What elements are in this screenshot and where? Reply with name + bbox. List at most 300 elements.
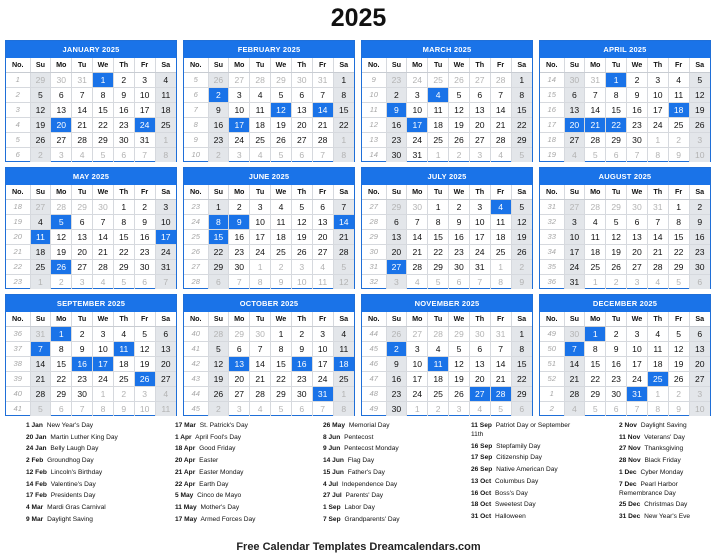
day-cell[interactable]: 28: [490, 133, 511, 148]
day-cell[interactable]: 28: [490, 387, 511, 402]
day-cell[interactable]: 3: [72, 275, 93, 290]
day-cell[interactable]: 7: [93, 215, 114, 230]
day-cell[interactable]: 13: [72, 230, 93, 245]
day-cell[interactable]: 11: [155, 402, 176, 417]
day-cell[interactable]: 20: [312, 230, 333, 245]
day-cell[interactable]: 4: [155, 73, 176, 88]
day-cell[interactable]: 9: [113, 88, 134, 103]
day-cell[interactable]: 9: [291, 342, 312, 357]
day-cell[interactable]: 14: [490, 103, 511, 118]
day-cell[interactable]: 28: [647, 260, 668, 275]
day-cell[interactable]: 27: [155, 372, 176, 387]
day-cell[interactable]: 3: [134, 387, 155, 402]
day-cell[interactable]: 18: [428, 372, 449, 387]
day-cell[interactable]: 29: [93, 133, 114, 148]
day-cell[interactable]: 2: [208, 402, 229, 417]
day-cell[interactable]: 9: [72, 342, 93, 357]
day-cell[interactable]: 7: [312, 88, 333, 103]
day-cell[interactable]: 15: [93, 103, 114, 118]
day-cell[interactable]: 14: [564, 357, 585, 372]
day-cell[interactable]: 31: [407, 148, 428, 163]
day-cell[interactable]: 19: [291, 230, 312, 245]
day-cell[interactable]: 12: [51, 230, 72, 245]
day-cell[interactable]: 7: [72, 88, 93, 103]
day-cell[interactable]: 31: [469, 260, 490, 275]
day-cell[interactable]: 5: [585, 402, 606, 417]
day-cell[interactable]: 19: [606, 245, 627, 260]
day-cell[interactable]: 5: [51, 215, 72, 230]
day-cell[interactable]: 19: [51, 245, 72, 260]
day-cell[interactable]: 19: [271, 118, 292, 133]
day-cell[interactable]: 18: [30, 245, 51, 260]
day-cell[interactable]: 30: [564, 327, 585, 342]
day-cell[interactable]: 25: [155, 118, 176, 133]
day-cell[interactable]: 31: [564, 275, 585, 290]
day-cell[interactable]: 1: [113, 200, 134, 215]
day-cell[interactable]: 19: [449, 118, 470, 133]
day-cell[interactable]: 8: [511, 342, 532, 357]
day-cell[interactable]: 31: [312, 387, 333, 402]
day-cell[interactable]: 1: [428, 200, 449, 215]
day-cell[interactable]: 31: [312, 73, 333, 88]
day-cell[interactable]: 9: [606, 342, 627, 357]
day-cell[interactable]: 30: [291, 387, 312, 402]
day-cell[interactable]: 14: [72, 103, 93, 118]
day-cell[interactable]: 19: [449, 372, 470, 387]
day-cell[interactable]: 28: [72, 133, 93, 148]
day-cell[interactable]: 18: [668, 103, 689, 118]
day-cell[interactable]: 25: [647, 372, 668, 387]
day-cell[interactable]: 28: [312, 133, 333, 148]
day-cell[interactable]: 6: [229, 342, 250, 357]
day-cell[interactable]: 12: [668, 342, 689, 357]
day-cell[interactable]: 7: [407, 215, 428, 230]
day-cell[interactable]: 7: [627, 402, 648, 417]
day-cell[interactable]: 1: [333, 387, 354, 402]
day-cell[interactable]: 28: [585, 133, 606, 148]
day-cell[interactable]: 17: [93, 357, 114, 372]
day-cell[interactable]: 9: [668, 402, 689, 417]
day-cell[interactable]: 22: [606, 118, 627, 133]
day-cell[interactable]: 29: [72, 200, 93, 215]
day-cell[interactable]: 15: [208, 230, 229, 245]
day-cell[interactable]: 29: [606, 200, 627, 215]
day-cell[interactable]: 10: [134, 402, 155, 417]
day-cell[interactable]: 11: [30, 230, 51, 245]
day-cell[interactable]: 23: [208, 133, 229, 148]
day-cell[interactable]: 8: [93, 88, 114, 103]
day-cell[interactable]: 6: [113, 148, 134, 163]
day-cell[interactable]: 10: [134, 88, 155, 103]
day-cell[interactable]: 3: [469, 148, 490, 163]
day-cell[interactable]: 26: [668, 372, 689, 387]
day-cell[interactable]: 24: [407, 73, 428, 88]
day-cell[interactable]: 4: [469, 402, 490, 417]
day-cell[interactable]: 25: [30, 260, 51, 275]
day-cell[interactable]: 23: [386, 73, 407, 88]
day-cell[interactable]: 3: [449, 402, 470, 417]
day-cell[interactable]: 31: [72, 73, 93, 88]
day-cell[interactable]: 8: [428, 215, 449, 230]
day-cell[interactable]: 1: [271, 327, 292, 342]
day-cell[interactable]: 22: [511, 118, 532, 133]
day-cell[interactable]: 5: [208, 342, 229, 357]
day-cell[interactable]: 1: [93, 73, 114, 88]
day-cell[interactable]: 8: [490, 275, 511, 290]
day-cell[interactable]: 7: [627, 148, 648, 163]
day-cell[interactable]: 2: [668, 387, 689, 402]
day-cell[interactable]: 1: [208, 200, 229, 215]
day-cell[interactable]: 5: [271, 402, 292, 417]
day-cell[interactable]: 24: [229, 133, 250, 148]
day-cell[interactable]: 5: [93, 148, 114, 163]
day-cell[interactable]: 4: [72, 148, 93, 163]
day-cell[interactable]: 30: [113, 133, 134, 148]
day-cell[interactable]: 29: [668, 260, 689, 275]
day-cell[interactable]: 10: [407, 103, 428, 118]
day-cell[interactable]: 14: [490, 357, 511, 372]
day-cell[interactable]: 5: [271, 88, 292, 103]
day-cell[interactable]: 28: [30, 387, 51, 402]
day-cell[interactable]: 10: [312, 342, 333, 357]
day-cell[interactable]: 10: [689, 148, 710, 163]
day-cell[interactable]: 6: [606, 402, 627, 417]
day-cell[interactable]: 3: [312, 327, 333, 342]
day-cell[interactable]: 11: [428, 103, 449, 118]
day-cell[interactable]: 26: [208, 387, 229, 402]
day-cell[interactable]: 29: [271, 73, 292, 88]
day-cell[interactable]: 14: [250, 357, 271, 372]
day-cell[interactable]: 28: [93, 260, 114, 275]
day-cell[interactable]: 5: [449, 88, 470, 103]
day-cell[interactable]: 18: [585, 245, 606, 260]
day-cell[interactable]: 5: [511, 148, 532, 163]
day-cell[interactable]: 17: [407, 118, 428, 133]
day-cell[interactable]: 3: [155, 200, 176, 215]
day-cell[interactable]: 5: [291, 200, 312, 215]
day-cell[interactable]: 20: [72, 245, 93, 260]
day-cell[interactable]: 10: [229, 103, 250, 118]
day-cell[interactable]: 17: [564, 245, 585, 260]
day-cell[interactable]: 3: [134, 73, 155, 88]
day-cell[interactable]: 30: [72, 387, 93, 402]
day-cell[interactable]: 7: [250, 342, 271, 357]
day-cell[interactable]: 1: [647, 133, 668, 148]
day-cell[interactable]: 26: [134, 372, 155, 387]
day-cell[interactable]: 17: [647, 103, 668, 118]
day-cell[interactable]: 6: [134, 275, 155, 290]
day-cell[interactable]: 27: [469, 387, 490, 402]
day-cell[interactable]: 18: [250, 118, 271, 133]
day-cell[interactable]: 4: [333, 327, 354, 342]
day-cell[interactable]: 3: [51, 148, 72, 163]
day-cell[interactable]: 19: [208, 372, 229, 387]
day-cell[interactable]: 20: [564, 118, 585, 133]
day-cell[interactable]: 4: [490, 148, 511, 163]
day-cell[interactable]: 12: [449, 103, 470, 118]
day-cell[interactable]: 11: [490, 215, 511, 230]
day-cell[interactable]: 10: [647, 88, 668, 103]
day-cell[interactable]: 28: [250, 387, 271, 402]
day-cell[interactable]: 27: [72, 260, 93, 275]
day-cell[interactable]: 6: [386, 215, 407, 230]
day-cell[interactable]: 21: [490, 372, 511, 387]
day-cell[interactable]: 6: [208, 275, 229, 290]
day-cell[interactable]: 28: [428, 327, 449, 342]
day-cell[interactable]: 26: [449, 73, 470, 88]
day-cell[interactable]: 7: [333, 200, 354, 215]
day-cell[interactable]: 10: [407, 357, 428, 372]
day-cell[interactable]: 9: [134, 215, 155, 230]
day-cell[interactable]: 13: [51, 103, 72, 118]
day-cell[interactable]: 2: [271, 260, 292, 275]
day-cell[interactable]: 1: [585, 327, 606, 342]
day-cell[interactable]: 21: [585, 118, 606, 133]
day-cell[interactable]: 13: [291, 103, 312, 118]
day-cell[interactable]: 28: [585, 200, 606, 215]
day-cell[interactable]: 2: [51, 275, 72, 290]
day-cell[interactable]: 2: [511, 260, 532, 275]
day-cell[interactable]: 12: [30, 103, 51, 118]
day-cell[interactable]: 4: [668, 73, 689, 88]
day-cell[interactable]: 4: [490, 200, 511, 215]
day-cell[interactable]: 18: [333, 357, 354, 372]
day-cell[interactable]: 25: [113, 372, 134, 387]
day-cell[interactable]: 2: [386, 342, 407, 357]
day-cell[interactable]: 9: [386, 357, 407, 372]
day-cell[interactable]: 3: [407, 342, 428, 357]
day-cell[interactable]: 3: [93, 327, 114, 342]
day-cell[interactable]: 7: [229, 275, 250, 290]
day-cell[interactable]: 12: [449, 357, 470, 372]
day-cell[interactable]: 6: [511, 402, 532, 417]
day-cell[interactable]: 15: [585, 357, 606, 372]
day-cell[interactable]: 4: [585, 215, 606, 230]
day-cell[interactable]: 20: [291, 118, 312, 133]
day-cell[interactable]: 1: [51, 327, 72, 342]
day-cell[interactable]: 4: [30, 215, 51, 230]
day-cell[interactable]: 15: [606, 103, 627, 118]
day-cell[interactable]: 27: [291, 133, 312, 148]
day-cell[interactable]: 6: [689, 275, 710, 290]
day-cell[interactable]: 16: [208, 118, 229, 133]
day-cell[interactable]: 1: [333, 73, 354, 88]
day-cell[interactable]: 29: [271, 387, 292, 402]
day-cell[interactable]: 28: [407, 260, 428, 275]
day-cell[interactable]: 26: [208, 73, 229, 88]
day-cell[interactable]: 17: [155, 230, 176, 245]
day-cell[interactable]: 18: [647, 357, 668, 372]
day-cell[interactable]: 15: [668, 230, 689, 245]
day-cell[interactable]: 3: [564, 215, 585, 230]
day-cell[interactable]: 26: [51, 260, 72, 275]
day-cell[interactable]: 27: [564, 200, 585, 215]
day-cell[interactable]: 2: [668, 133, 689, 148]
day-cell[interactable]: 6: [469, 342, 490, 357]
day-cell[interactable]: 13: [312, 215, 333, 230]
day-cell[interactable]: 16: [134, 230, 155, 245]
day-cell[interactable]: 27: [229, 387, 250, 402]
day-cell[interactable]: 22: [51, 372, 72, 387]
day-cell[interactable]: 26: [386, 327, 407, 342]
day-cell[interactable]: 13: [229, 357, 250, 372]
day-cell[interactable]: 28: [250, 73, 271, 88]
day-cell[interactable]: 23: [449, 245, 470, 260]
day-cell[interactable]: 23: [134, 245, 155, 260]
day-cell[interactable]: 30: [386, 402, 407, 417]
day-cell[interactable]: 2: [208, 88, 229, 103]
day-cell[interactable]: 6: [291, 88, 312, 103]
day-cell[interactable]: 14: [30, 357, 51, 372]
day-cell[interactable]: 3: [627, 275, 648, 290]
day-cell[interactable]: 13: [155, 342, 176, 357]
day-cell[interactable]: 1: [93, 387, 114, 402]
day-cell[interactable]: 31: [490, 327, 511, 342]
day-cell[interactable]: 11: [113, 342, 134, 357]
day-cell[interactable]: 21: [312, 118, 333, 133]
day-cell[interactable]: 22: [668, 245, 689, 260]
day-cell[interactable]: 28: [51, 200, 72, 215]
day-cell[interactable]: 10: [250, 215, 271, 230]
day-cell[interactable]: 19: [668, 357, 689, 372]
day-cell[interactable]: 14: [585, 103, 606, 118]
day-cell[interactable]: 23: [606, 372, 627, 387]
day-cell[interactable]: 17: [134, 103, 155, 118]
day-cell[interactable]: 19: [134, 357, 155, 372]
day-cell[interactable]: 15: [511, 103, 532, 118]
day-cell[interactable]: 5: [428, 275, 449, 290]
day-cell[interactable]: 10: [93, 342, 114, 357]
day-cell[interactable]: 29: [113, 260, 134, 275]
day-cell[interactable]: 4: [271, 200, 292, 215]
day-cell[interactable]: 26: [30, 133, 51, 148]
day-cell[interactable]: 4: [647, 327, 668, 342]
day-cell[interactable]: 12: [333, 275, 354, 290]
day-cell[interactable]: 18: [428, 118, 449, 133]
day-cell[interactable]: 6: [155, 327, 176, 342]
day-cell[interactable]: 30: [627, 133, 648, 148]
day-cell[interactable]: 2: [449, 200, 470, 215]
day-cell[interactable]: 5: [30, 402, 51, 417]
day-cell[interactable]: 4: [250, 402, 271, 417]
day-cell[interactable]: 2: [428, 402, 449, 417]
day-cell[interactable]: 8: [208, 215, 229, 230]
day-cell[interactable]: 7: [134, 148, 155, 163]
day-cell[interactable]: 29: [585, 387, 606, 402]
day-cell[interactable]: 28: [333, 245, 354, 260]
day-cell[interactable]: 10: [155, 215, 176, 230]
day-cell[interactable]: 4: [428, 342, 449, 357]
day-cell[interactable]: 6: [51, 88, 72, 103]
day-cell[interactable]: 24: [564, 260, 585, 275]
day-cell[interactable]: 2: [134, 200, 155, 215]
day-cell[interactable]: 26: [291, 245, 312, 260]
day-cell[interactable]: 13: [386, 230, 407, 245]
day-cell[interactable]: 13: [627, 230, 648, 245]
day-cell[interactable]: 7: [490, 342, 511, 357]
day-cell[interactable]: 12: [689, 88, 710, 103]
day-cell[interactable]: 31: [155, 260, 176, 275]
day-cell[interactable]: 18: [271, 230, 292, 245]
day-cell[interactable]: 25: [250, 133, 271, 148]
day-cell[interactable]: 23: [689, 245, 710, 260]
day-cell[interactable]: 12: [134, 342, 155, 357]
day-cell[interactable]: 1: [250, 260, 271, 275]
day-cell[interactable]: 22: [93, 118, 114, 133]
day-cell[interactable]: 15: [113, 230, 134, 245]
day-cell[interactable]: 28: [490, 73, 511, 88]
day-cell[interactable]: 30: [627, 200, 648, 215]
day-cell[interactable]: 25: [668, 118, 689, 133]
day-cell[interactable]: 3: [229, 402, 250, 417]
day-cell[interactable]: 8: [333, 88, 354, 103]
day-cell[interactable]: 7: [585, 88, 606, 103]
day-cell[interactable]: 14: [312, 103, 333, 118]
day-cell[interactable]: 25: [271, 245, 292, 260]
day-cell[interactable]: 29: [428, 260, 449, 275]
day-cell[interactable]: 29: [208, 260, 229, 275]
day-cell[interactable]: 20: [469, 372, 490, 387]
day-cell[interactable]: 3: [250, 200, 271, 215]
day-cell[interactable]: 1: [511, 73, 532, 88]
day-cell[interactable]: 24: [407, 387, 428, 402]
day-cell[interactable]: 22: [113, 245, 134, 260]
day-cell[interactable]: 11: [250, 103, 271, 118]
day-cell[interactable]: 30: [291, 73, 312, 88]
day-cell[interactable]: 16: [627, 103, 648, 118]
day-cell[interactable]: 20: [627, 245, 648, 260]
day-cell[interactable]: 9: [511, 275, 532, 290]
day-cell[interactable]: 5: [30, 88, 51, 103]
day-cell[interactable]: 3: [386, 275, 407, 290]
day-cell[interactable]: 2: [113, 387, 134, 402]
day-cell[interactable]: 30: [250, 327, 271, 342]
day-cell[interactable]: 24: [155, 245, 176, 260]
day-cell[interactable]: 5: [585, 148, 606, 163]
day-cell[interactable]: 3: [627, 327, 648, 342]
day-cell[interactable]: 3: [689, 387, 710, 402]
day-cell[interactable]: 3: [689, 133, 710, 148]
day-cell[interactable]: 1: [647, 387, 668, 402]
day-cell[interactable]: 1: [407, 402, 428, 417]
day-cell[interactable]: 8: [647, 148, 668, 163]
day-cell[interactable]: 30: [689, 260, 710, 275]
day-cell[interactable]: 11: [668, 88, 689, 103]
day-cell[interactable]: 26: [511, 245, 532, 260]
day-cell[interactable]: 9: [627, 88, 648, 103]
day-cell[interactable]: 12: [606, 230, 627, 245]
day-cell[interactable]: 16: [386, 372, 407, 387]
day-cell[interactable]: 23: [627, 118, 648, 133]
day-cell[interactable]: 2: [386, 88, 407, 103]
day-cell[interactable]: 13: [469, 103, 490, 118]
day-cell[interactable]: 25: [428, 133, 449, 148]
day-cell[interactable]: 8: [333, 148, 354, 163]
day-cell[interactable]: 5: [668, 275, 689, 290]
day-cell[interactable]: 30: [564, 73, 585, 88]
day-cell[interactable]: 6: [564, 88, 585, 103]
day-cell[interactable]: 20: [386, 245, 407, 260]
day-cell[interactable]: 17: [627, 357, 648, 372]
day-cell[interactable]: 31: [30, 327, 51, 342]
day-cell[interactable]: 7: [564, 342, 585, 357]
day-cell[interactable]: 2: [689, 200, 710, 215]
day-cell[interactable]: 27: [386, 260, 407, 275]
day-cell[interactable]: 4: [250, 88, 271, 103]
day-cell[interactable]: 27: [627, 260, 648, 275]
day-cell[interactable]: 8: [606, 88, 627, 103]
day-cell[interactable]: 15: [51, 357, 72, 372]
